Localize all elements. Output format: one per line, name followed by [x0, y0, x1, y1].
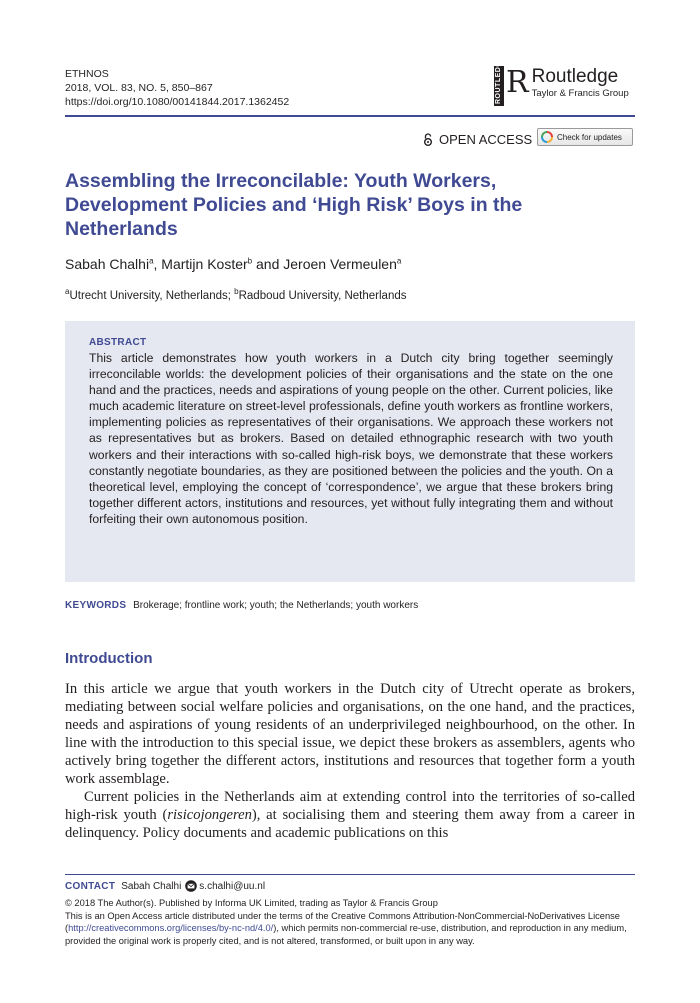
header-divider: [65, 115, 635, 117]
journal-metadata: [65, 67, 289, 109]
author-affiliation-mark: b: [247, 256, 253, 266]
mail-icon: [185, 880, 197, 892]
affiliations: [65, 287, 407, 302]
journal-doi[interactable]: https://doi.org/10.1080/00141844.2017.1362452: [65, 96, 290, 108]
author-name: Sabah Chalhi: [65, 256, 150, 272]
paragraph-text: Current policies in the Netherlands aim at extending control into the territories of so-called high-risk youth (: [65, 789, 635, 823]
publisher-group: Taylor & Francis Group: [531, 88, 629, 99]
publisher-logo-letter: R: [506, 65, 529, 100]
contact-label: CONTACT: [65, 880, 116, 892]
copyright-text: © 2018 The Author(s). Published by Informa UK Limited, trading as Taylor & Francis Group: [65, 898, 438, 908]
affiliation-text: Radboud University, Netherlands: [238, 290, 407, 302]
abstract-heading: ABSTRACT: [89, 337, 147, 348]
affiliation-text: Utrecht University, Netherlands;: [69, 290, 235, 302]
journal-name: ETHNOS: [65, 68, 109, 80]
publisher-vertical-text: ROUTLEDGE: [495, 55, 502, 104]
license-text: [65, 910, 637, 948]
author-name: Jeroen Vermeulen: [283, 256, 397, 272]
body-paragraph: In this article we argue that youth workers in the Dutch city of Utrecht operate as brokers, mediating between social welfare policies and organisations, on the one hand, and the practices, needs and aspirations of young residents of an underprivileged neighbourhood, on the other. In line with the introduction to this special issue, we depict these brokers as assemblers, agents who actively bring together the different actors, institutions and resources that together form a youth work assemblage.: [65, 681, 635, 787]
affiliation-mark: a: [65, 287, 70, 297]
abstract-box: [65, 321, 635, 582]
check-updates-label: Check for updates: [557, 132, 622, 142]
author-separator: and: [252, 256, 284, 272]
article-title: Assembling the Irreconcilable: Youth Workers, Development Policies and ‘High Risk’ Boys in the Netherlands: [65, 170, 523, 240]
author-separator: ,: [153, 256, 162, 272]
author-name: Martijn Koster: [161, 256, 248, 272]
contact-line: [65, 880, 265, 892]
journal-issue: 2018, VOL. 83, NO. 5, 850–867: [65, 82, 213, 94]
keywords: [65, 600, 418, 611]
affiliation-mark: b: [234, 287, 239, 297]
keywords-text: Brokerage; frontline work; youth; the Netherlands; youth workers: [133, 600, 419, 611]
footer-divider: [65, 874, 635, 875]
publisher-name: Routledge: [531, 66, 619, 87]
body-paragraph: [65, 788, 635, 842]
contact-email[interactable]: s.chalhi@uu.nl: [199, 880, 266, 892]
abstract-text: This article demonstrates how youth workers in a Dutch city bring together seemingly irreconcilable worlds: the development policies of their organisations and the state on the one hand and the practices, needs and aspirations of young people on the other. Current policies, like much academic literature on street-level professionals, define youth workers as frontline workers, implementing policies as representatives of their organisations. We approach these workers not as representatives but as brokers. Based on detailed ethnographic research with two youth workers and their interactions with so-called high-risk boys, we demonstrate that these workers constantly negotiate boundaries, as they are positioned between the policies and the youth. On a theoretical level, employing the concept of ‘correspondence’, we argue that these brokers bring together different actors, institutions and resources, yet without fully integrating them and without forfeiting their own autonomous position.: [89, 351, 613, 526]
paragraph-text: ), at socialising them and steering them away from a career in delinquency. Policy documents and academic publications on this: [65, 807, 635, 841]
publisher-logo: [494, 55, 629, 106]
author-list: [65, 256, 401, 272]
author-affiliation-mark: a: [149, 256, 154, 266]
introduction-body: [65, 680, 635, 842]
open-lock-icon: [423, 133, 433, 146]
license-text-start: This is an Open Access article distributed under the terms of the Creative Commons Attribution-NonCommercial-NoDerivatives License (: [65, 910, 620, 933]
license-text-end: ), which permits non-commercial re-use, distribution, and reproduction in any medium, provided the original work is properly cited, and is not altered, transformed, or built upon in any way.: [65, 923, 627, 946]
author-affiliation-mark: a: [396, 256, 402, 266]
footer-license: [65, 897, 637, 947]
open-access-label: OPEN ACCESS: [439, 132, 533, 147]
contact-name: Sabah Chalhi: [121, 880, 182, 892]
open-access-badge: [423, 132, 532, 147]
italic-term: risicojongeren: [167, 807, 252, 823]
section-heading-introduction: Introduction: [65, 650, 153, 667]
keywords-label: KEYWORDS: [65, 600, 127, 611]
license-link[interactable]: http://creativecommons.org/licenses/by-nc-nd/4.0/: [68, 923, 274, 933]
check-updates-icon: [541, 131, 553, 143]
check-for-updates-button[interactable]: [537, 128, 633, 146]
